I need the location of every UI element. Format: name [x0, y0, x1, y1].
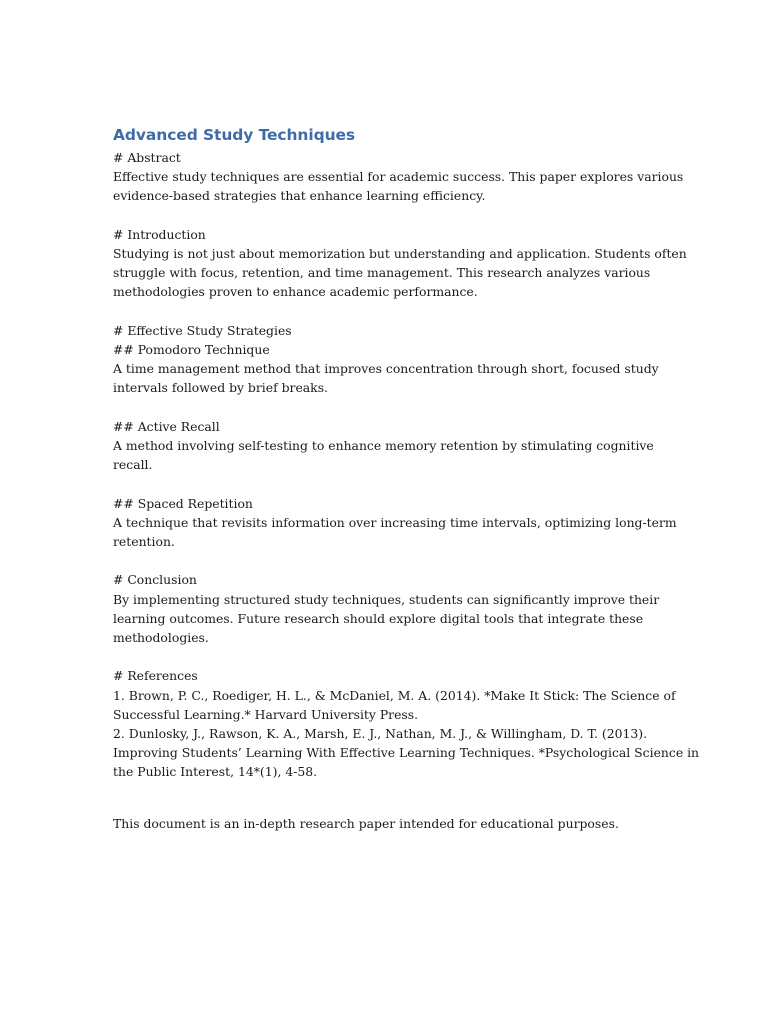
paragraph-line: A method involving self-testing to enhance memory retention by stimulating cognitive [113, 438, 654, 453]
reference-line: 1. Brown, P. C., Roediger, H. L., & McDaniel, M. A. (2014). *Make It Stick: The Science of [113, 687, 676, 703]
reference-line: Improving Students’ Learning With Effective Learning Techniques. *Psychological Science in [113, 745, 700, 761]
paragraph-line: intervals followed by brief breaks. [113, 380, 328, 396]
document-body [113, 124, 700, 833]
paragraph-line: Studying is not just about memorization but understanding and application. Students often [113, 246, 687, 261]
paragraph-line: learning outcomes. Future research should explore digital tools that integrate these [113, 610, 644, 626]
document-text [113, 148, 700, 782]
subsection-heading-active-recall: ## Active Recall [113, 418, 220, 434]
blank-line [113, 206, 673, 225]
paragraph-line: struggle with focus, retention, and time management. This research analyzes various [113, 265, 651, 281]
paragraph-line: Effective study techniques are essential for academic success. This paper explores various [113, 169, 684, 185]
section-heading-references: # References [113, 668, 198, 684]
paragraph-line: A time management method that improves concentration through short, focused study [113, 361, 659, 377]
paragraph-line: methodologies proven to enhance academic performance. [113, 284, 478, 300]
paragraph-line: recall. [113, 457, 153, 473]
blank-line [113, 474, 673, 493]
paragraph-line: By implementing structured study techniques, students can significantly improve their [113, 591, 660, 607]
subsection-heading-pomodoro: ## Pomodoro Technique [113, 342, 270, 357]
paragraph-line: retention. [113, 534, 175, 549]
reference-line: Successful Learning.* Harvard University Press. [113, 706, 419, 722]
paragraph-line: A technique that revisits information over increasing time intervals, optimizing long-term [113, 514, 677, 530]
document-title: Advanced Study Techniques [113, 126, 356, 144]
document-footer-note: This document is an in-depth research paper intended for educational purposes. [113, 815, 619, 831]
section-heading-introduction: # Introduction [113, 226, 206, 242]
paragraph-line: evidence-based strategies that enhance learning efficiency. [113, 188, 486, 204]
section-heading-conclusion: # Conclusion [113, 572, 197, 588]
reference-line: 2. Dunlosky, J., Rawson, K. A., Marsh, E. J., Nathan, M. J., & Willingham, D. T. (2013). [113, 726, 648, 741]
reference-line: the Public Interest, 14*(1), 4-58. [113, 764, 318, 780]
blank-line [113, 398, 673, 417]
blank-line [113, 551, 673, 570]
blank-line [113, 647, 673, 666]
paragraph-line: methodologies. [113, 630, 209, 645]
blank-line [113, 302, 673, 321]
subsection-heading-spaced-repetition: ## Spaced Repetition [113, 495, 253, 511]
section-heading-abstract: # Abstract [113, 150, 181, 165]
section-heading-strategies: # Effective Study Strategies [113, 322, 292, 338]
